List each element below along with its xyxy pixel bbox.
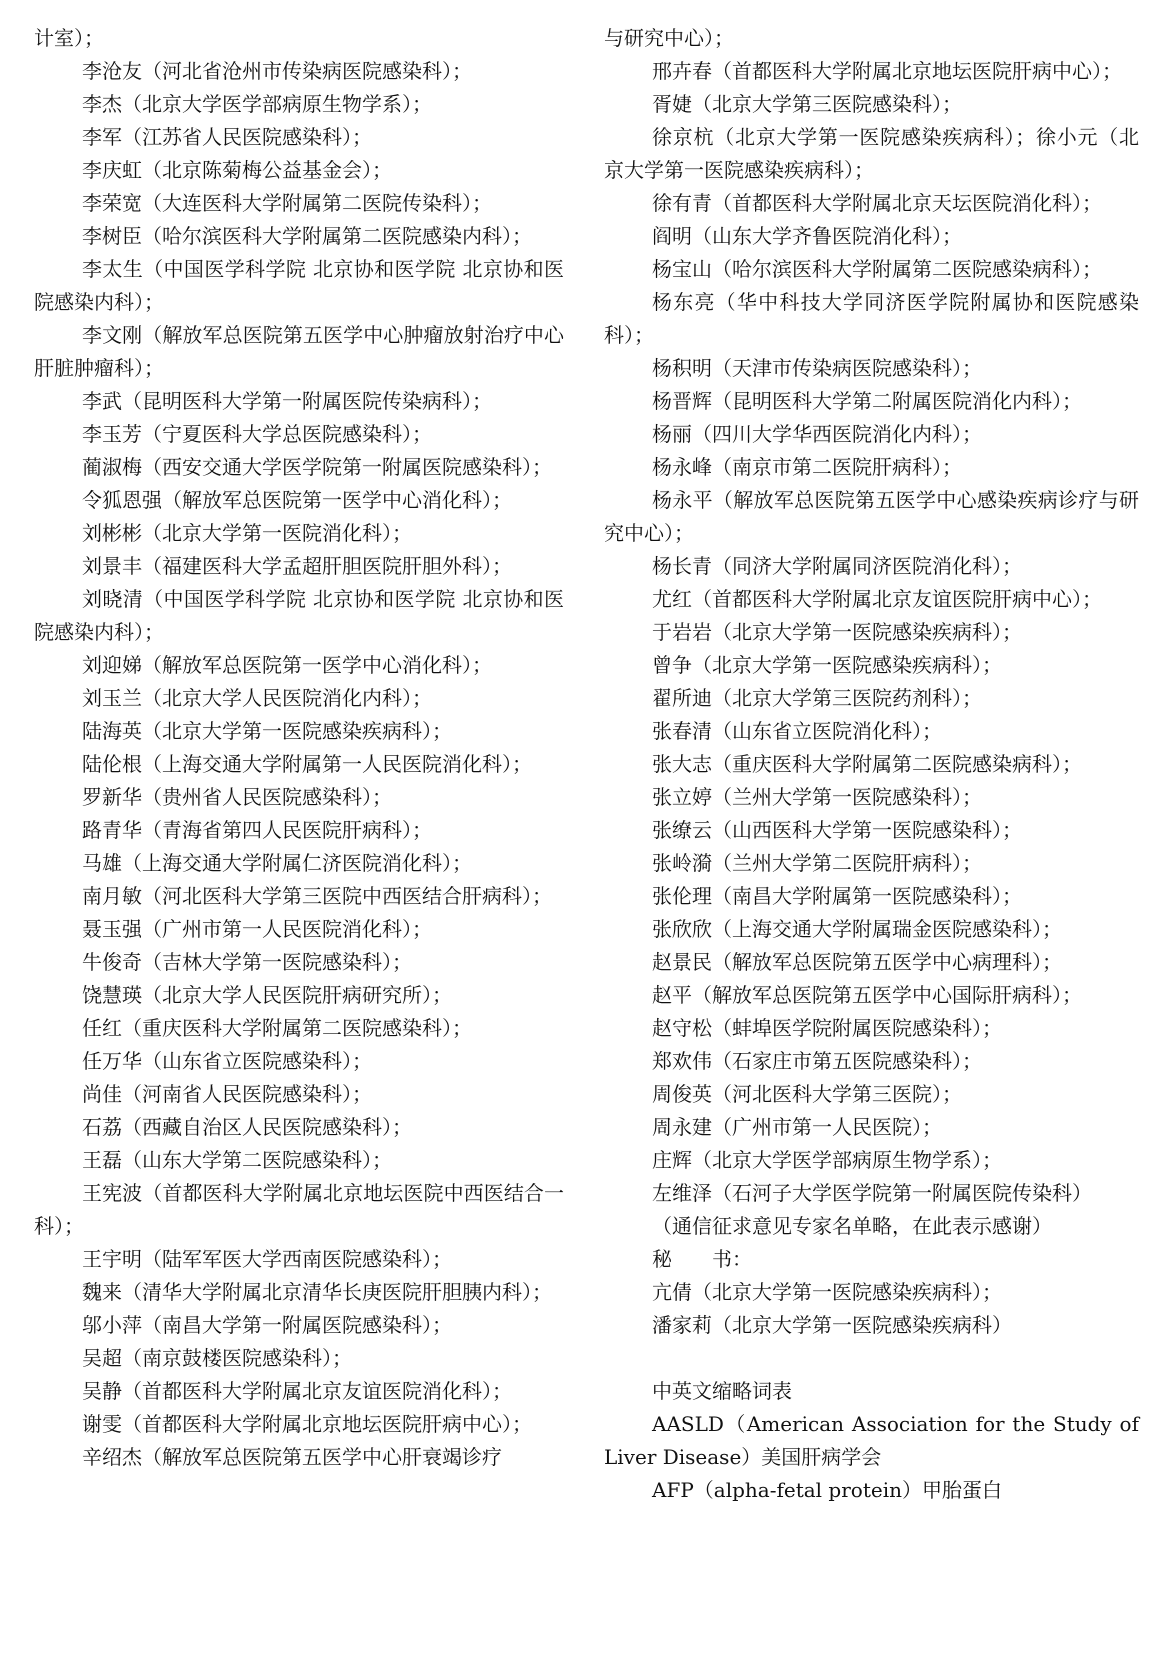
paragraph: 中英文缩略词表 <box>652 1379 792 1403</box>
paragraph: 赵守松（蚌埠医学院附属医院感染科）； <box>652 1016 1002 1040</box>
paragraph: 邢卉春（首都医科大学附属北京地坛医院肝病中心）； <box>652 59 1122 83</box>
paragraph: 杨东亮（华中科技大学同济医学院附属协和医院感染科）； <box>604 290 1139 347</box>
paragraph: 赵景民（解放军总医院第五医学中心病理科）； <box>652 950 1062 974</box>
paragraph: 庄辉（北京大学医学部病原生物学系）； <box>652 1148 1002 1172</box>
paragraph: 潘家莉（北京大学第一医院感染疾病科） <box>652 1313 1012 1337</box>
paragraph: 周俊英（河北医科大学第三医院）； <box>652 1082 962 1106</box>
paragraph: 亢倩（北京大学第一医院感染疾病科）； <box>652 1280 1002 1304</box>
paragraph: 曾争（北京大学第一医院感染疾病科）； <box>652 653 1002 677</box>
paragraph: 魏来（清华大学附属北京清华长庚医院肝胆胰内科）； <box>82 1280 552 1304</box>
paragraph: 吴超（南京鼓楼医院感染科）； <box>82 1346 352 1370</box>
paragraph: 计室）； <box>34 26 104 50</box>
paragraph: 路青华（青海省第四人民医院肝病科）； <box>82 818 432 842</box>
paragraph: 李太生（中国医学科学院 北京协和医学院 北京协和医院感染内科）； <box>34 257 564 314</box>
paragraph: 杨永平（解放军总医院第五医学中心感染疾病诊疗与研究中心）； <box>604 488 1139 545</box>
paragraph: AASLD（American Association for the Study of Liver Disease）美国肝病学会 <box>604 1412 1139 1469</box>
left-column <box>34 22 564 1474</box>
paragraph: 刘迎娣（解放军总医院第一医学中心消化科）； <box>82 653 492 677</box>
paragraph: 秘 书： <box>652 1247 752 1271</box>
paragraph: 张伦理（南昌大学附属第一医院感染科）； <box>652 884 1022 908</box>
paragraph: 左维泽（石河子大学医学院第一附属医院传染科） <box>652 1181 1092 1205</box>
paragraph: 任万华（山东省立医院感染科）； <box>82 1049 372 1073</box>
right-column <box>604 22 1139 1507</box>
paragraph: 徐有青（首都医科大学附属北京天坛医院消化科）； <box>652 191 1102 215</box>
paragraph: 徐京杭（北京大学第一医院感染疾病科）；徐小元（北京大学第一医院感染疾病科）； <box>604 125 1139 182</box>
paragraph: 尤红（首都医科大学附属北京友谊医院肝病中心）； <box>652 587 1102 611</box>
paragraph: 李庆虹（北京陈菊梅公益基金会）； <box>82 158 392 182</box>
paragraph: 张大志（重庆医科大学附属第二医院感染病科）； <box>652 752 1082 776</box>
paragraph: 刘玉兰（北京大学人民医院消化内科）； <box>82 686 432 710</box>
paragraph: 刘彬彬（北京大学第一医院消化科）； <box>82 521 412 545</box>
paragraph: 张立婷（兰州大学第一医院感染科）； <box>652 785 982 809</box>
paragraph: 与研究中心）； <box>604 26 734 50</box>
paragraph: 张岭漪（兰州大学第二医院肝病科）； <box>652 851 982 875</box>
paragraph: 陆伦根（上海交通大学附属第一人民医院消化科）； <box>82 752 532 776</box>
paragraph: 于岩岩（北京大学第一医院感染疾病科）； <box>652 620 1022 644</box>
paragraph: 李文刚（解放军总医院第五医学中心肿瘤放射治疗中心肝脏肿瘤科）； <box>34 323 564 380</box>
paragraph: AFP（alpha-fetal protein）甲胎蛋白 <box>652 1478 1002 1502</box>
paragraph: 李武（昆明医科大学第一附属医院传染病科）； <box>82 389 492 413</box>
paragraph: 张欣欣（上海交通大学附属瑞金医院感染科）； <box>652 917 1062 941</box>
paragraph: 翟所迪（北京大学第三医院药剂科）； <box>652 686 982 710</box>
paragraph: （通信征求意见专家名单略，在此表示感谢） <box>652 1214 1052 1238</box>
paragraph: 郑欢伟（石家庄市第五医院感染科）； <box>652 1049 982 1073</box>
paragraph: 李玉芳（宁夏医科大学总医院感染科）； <box>82 422 432 446</box>
paragraph: 吴静（首都医科大学附属北京友谊医院消化科）； <box>82 1379 512 1403</box>
paragraph: 聂玉强（广州市第一人民医院消化科）； <box>82 917 432 941</box>
paragraph: 马雄（上海交通大学附属仁济医院消化科）； <box>82 851 472 875</box>
paragraph: 李沧友（河北省沧州市传染病医院感染科）； <box>82 59 472 83</box>
paragraph: 张缭云（山西医科大学第一医院感染科）； <box>652 818 1022 842</box>
paragraph: 陆海英（北京大学第一医院感染疾病科）； <box>82 719 452 743</box>
paragraph: 杨永峰（南京市第二医院肝病科）； <box>652 455 962 479</box>
paragraph: 尚佳（河南省人民医院感染科）； <box>82 1082 372 1106</box>
paragraph: 杨宝山（哈尔滨医科大学附属第二医院感染病科）； <box>652 257 1102 281</box>
paragraph: 刘景丰（福建医科大学孟超肝胆医院肝胆外科）； <box>82 554 512 578</box>
paragraph: 邬小萍（南昌大学第一附属医院感染科）； <box>82 1313 452 1337</box>
paragraph: 周永建（广州市第一人民医院）； <box>652 1115 942 1139</box>
paragraph: 饶慧瑛（北京大学人民医院肝病研究所）； <box>82 983 452 1007</box>
paragraph: 王宪波（首都医科大学附属北京地坛医院中西医结合一科）； <box>34 1181 564 1238</box>
paragraph: 胥婕（北京大学第三医院感染科）； <box>652 92 962 116</box>
paragraph: 张春清（山东省立医院消化科）； <box>652 719 942 743</box>
paragraph: 谢雯（首都医科大学附属北京地坛医院肝病中心）； <box>82 1412 532 1436</box>
paragraph: 杨长青（同济大学附属同济医院消化科）； <box>652 554 1022 578</box>
paragraph: 阎明（山东大学齐鲁医院消化科）； <box>652 224 962 248</box>
paragraph: 任红（重庆医科大学附属第二医院感染科）； <box>82 1016 472 1040</box>
paragraph-spacer <box>604 1342 1139 1375</box>
paragraph: 石荔（西藏自治区人民医院感染科）； <box>82 1115 412 1139</box>
paragraph: 杨丽（四川大学华西医院消化内科）； <box>652 422 982 446</box>
paragraph: 王磊（山东大学第二医院感染科）； <box>82 1148 392 1172</box>
paragraph: 刘晓清（中国医学科学院 北京协和医学院 北京协和医院感染内科）； <box>34 587 564 644</box>
paragraph: 蔺淑梅（西安交通大学医学院第一附属医院感染科）； <box>82 455 552 479</box>
paragraph: 赵平（解放军总医院第五医学中心国际肝病科）； <box>652 983 1082 1007</box>
paragraph: 杨晋辉（昆明医科大学第二附属医院消化内科）； <box>652 389 1082 413</box>
paragraph: 罗新华（贵州省人民医院感染科）； <box>82 785 392 809</box>
paragraph: 杨积明（天津市传染病医院感染科）； <box>652 356 982 380</box>
paragraph: 李树臣（哈尔滨医科大学附属第二医院感染内科）； <box>82 224 532 248</box>
paragraph: 王宇明（陆军军医大学西南医院感染科）； <box>82 1247 452 1271</box>
paragraph: 辛绍杰（解放军总医院第五医学中心肝衰竭诊疗 <box>82 1445 502 1469</box>
paragraph: 李荣宽（大连医科大学附属第二医院传染科）； <box>82 191 492 215</box>
paragraph: 令狐恩强（解放军总医院第一医学中心消化科）； <box>82 488 512 512</box>
paragraph: 牛俊奇（吉林大学第一医院感染科）； <box>82 950 412 974</box>
paragraph: 南月敏（河北医科大学第三医院中西医结合肝病科）； <box>82 884 552 908</box>
paragraph: 李军（江苏省人民医院感染科）； <box>82 125 372 149</box>
paragraph: 李杰（北京大学医学部病原生物学系）； <box>82 92 432 116</box>
